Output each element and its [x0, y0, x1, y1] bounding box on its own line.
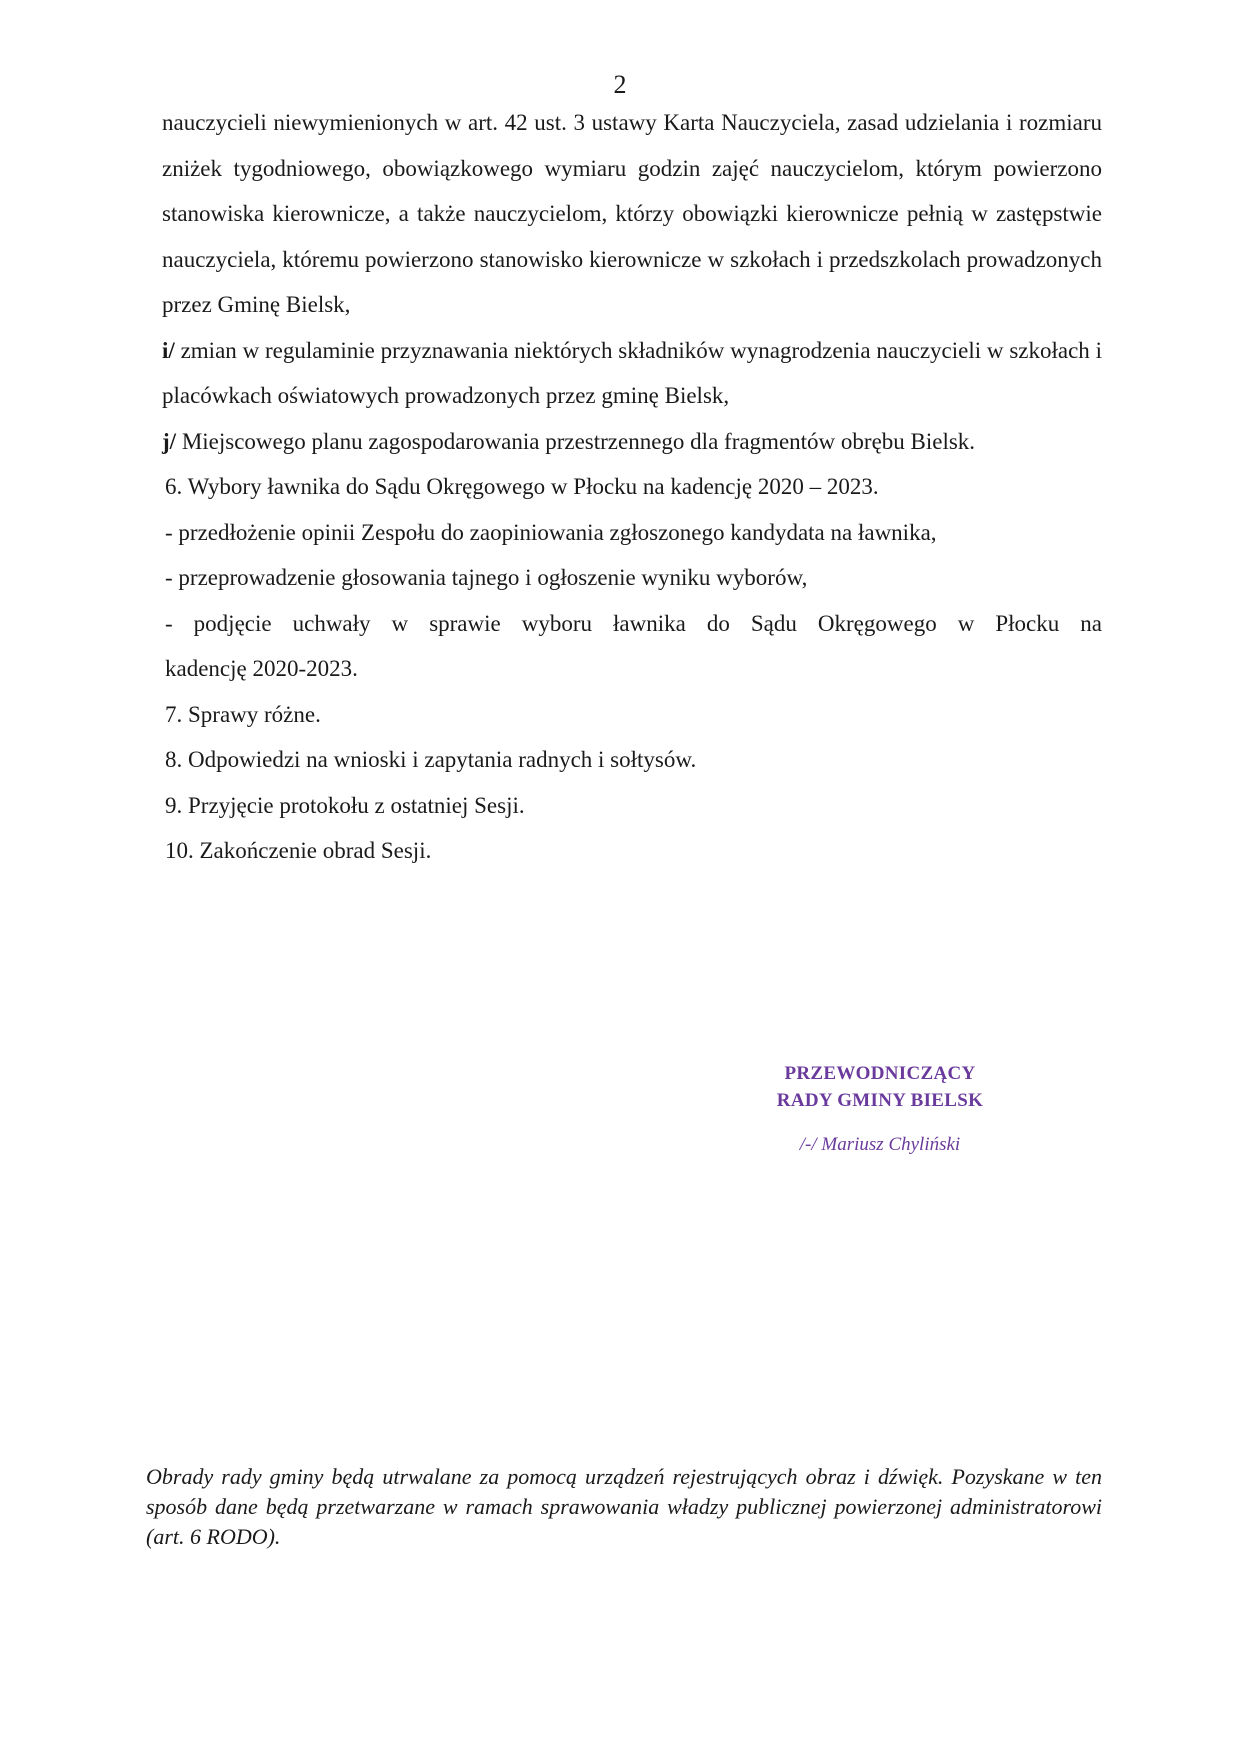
agenda-item-9: 9. Przyjęcie protokołu z ostatniej Sesji. — [165, 792, 525, 818]
item-j-letter: j/ — [162, 428, 177, 454]
agenda-item-6: 6. Wybory ławnika do Sądu Okręgowego w Płocku na kadencję 2020 – 2023. — [165, 474, 879, 499]
agenda-item-8: 8. Odpowiedzi na wnioski i zapytania radnych i sołtysów. — [165, 747, 697, 772]
document-body — [162, 100, 1102, 874]
item-i-text: zmian w regulaminie przyznawania niektórych składników wynagrodzenia nauczycieli w szkołach i placówkach oświatowych prowadzonych przez gminę Bielsk, — [162, 337, 1102, 408]
signature-title-line-2: RADY GMINY BIELSK — [776, 1090, 984, 1111]
signature-title — [760, 1060, 1000, 1114]
item-j-paragraph — [162, 419, 1102, 465]
agenda-item-7: 7. Sprawy różne. — [165, 701, 321, 727]
rodo-notice: Obrady rady gminy będą utrwalane za pomocą urządzeń rejestrujących obraz i dźwięk. Pozyskane w ten sposób dane będą przetwarzane w ramach sprawowania władzy publicznej powierzonej administratorowi (art. 6 RODO). — [146, 1464, 1102, 1549]
agenda-item-6-sub-1: - przedłożenie opinii Zespołu do zaopiniowania zgłoszonego kandydata na ławnika, — [165, 519, 937, 545]
page-number: 2 — [613, 70, 627, 99]
agenda-item-6-sub-3-line-2: kadencję 2020-2023. — [165, 656, 358, 681]
item-j-text: Miejscowego planu zagospodarowania przestrzennego dla fragmentów obrębu Bielsk. — [176, 428, 976, 454]
signature-name: /-/ Mariusz Chyliński — [799, 1134, 961, 1155]
agenda-item-6-sub-2: - przeprowadzenie głosowania tajnego i ogłoszenie wyniku wyborów, — [165, 565, 808, 590]
agenda-item-6-sub-3-line-1: - podjęcie uchwały w sprawie wyboru ławnika do Sądu Okręgowego w Płocku na — [165, 610, 1102, 636]
item-i-paragraph — [162, 328, 1102, 419]
item-i-letter: i/ — [162, 337, 175, 363]
signature-title-line-1: PRZEWODNICZĄCY — [784, 1063, 976, 1084]
agenda-item-10: 10. Zakończenie obrad Sesji. — [165, 838, 432, 863]
intro-paragraph: nauczycieli niewymienionych w art. 42 ust. 3 ustawy Karta Nauczyciela, zasad udzielania i rozmiaru zniżek tygodniowego, obowiązkowego wymiaru godzin zajęć nauczycielom, którym powierzono stanowiska kierownicze, a także nauczycielom, którzy obowiązki kierownicze pełnią w zastępstwie nauczyciela, któremu powierzono stanowisko kierownicze w szkołach i przedszkolach prowadzonych przez Gminę Bielsk, — [162, 110, 1102, 317]
